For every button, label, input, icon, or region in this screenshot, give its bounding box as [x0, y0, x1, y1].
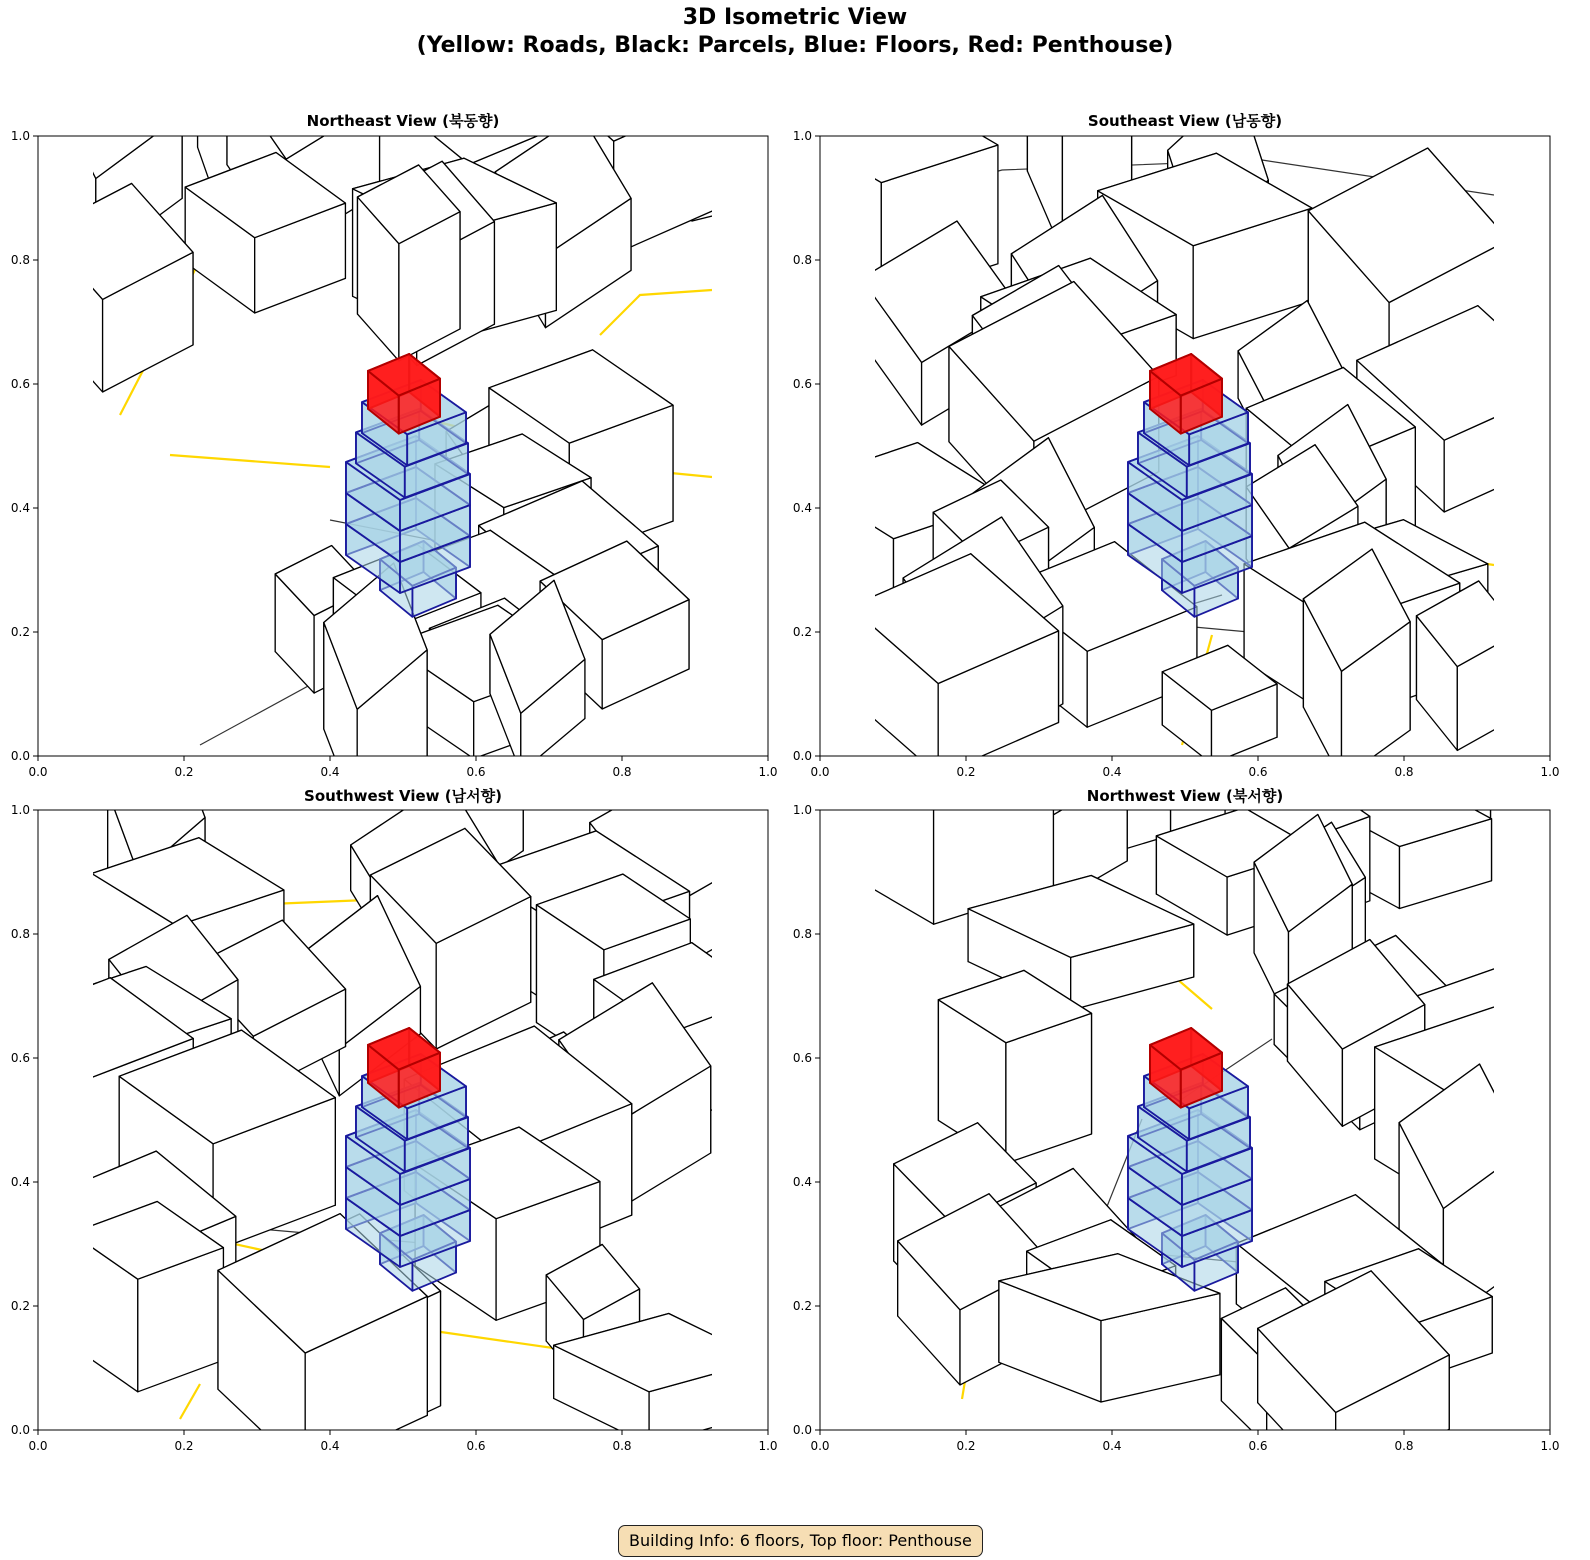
y-tick-label: 0.8	[792, 253, 812, 267]
road-line	[180, 1384, 200, 1419]
x-tick-label: 0.4	[1102, 765, 1122, 779]
panel-title-southwest: Southwest View (남서향)	[304, 787, 502, 805]
scene	[2, 799, 768, 1459]
y-tick-label: 0.4	[10, 501, 30, 515]
parcel-building-top	[837, 799, 1053, 800]
y-tick-label: 0.8	[792, 927, 812, 941]
parcel-building-side	[788, 128, 882, 302]
y-tick-label: 0.8	[10, 927, 30, 941]
y-tick-label: 0.4	[10, 1175, 30, 1189]
y-tick-label: 1.0	[10, 803, 30, 817]
panel-northwest	[782, 799, 1572, 1459]
panel-southwest	[0, 799, 790, 1459]
building-info-box: Building Info: 6 floors, Top floor: Penthouse	[618, 1525, 983, 1557]
parcel-building-side	[1502, 1004, 1572, 1178]
x-tick-label: 0.8	[1394, 765, 1414, 779]
y-tick-label: 0.2	[792, 1299, 812, 1313]
panel-title-northwest: Northwest View (북서향)	[1086, 787, 1284, 805]
x-tick-label: 0.0	[810, 1439, 830, 1453]
x-tick-label: 0.8	[1394, 1439, 1414, 1453]
y-tick-label: 0.0	[792, 749, 812, 763]
y-tick-label: 1.0	[10, 129, 30, 143]
y-tick-label: 1.0	[792, 129, 812, 143]
scene	[788, 125, 1565, 780]
panel-title-northeast: Northeast View (북동향)	[306, 112, 500, 130]
x-tick-label: 0.4	[1102, 1439, 1122, 1453]
x-tick-label: 0.2	[956, 1439, 976, 1453]
x-tick-label: 0.2	[174, 1439, 194, 1453]
panel-northeast	[0, 125, 790, 785]
y-tick-label: 0.4	[792, 1175, 812, 1189]
y-tick-label: 0.8	[10, 253, 30, 267]
x-tick-label: 0.6	[1248, 765, 1268, 779]
parcel-building-side	[49, 125, 96, 262]
parcel-building-top	[1027, 125, 1131, 134]
y-tick-label: 0.2	[10, 625, 30, 639]
x-tick-label: 0.0	[28, 765, 48, 779]
parcel-building-side	[2, 1019, 85, 1181]
road-line	[170, 455, 330, 467]
panel-title-southeast: Southeast View (남동향)	[1087, 112, 1283, 130]
y-tick-label: 0.2	[10, 1299, 30, 1313]
parcel-building-side	[837, 799, 933, 924]
y-tick-label: 0.0	[792, 1423, 812, 1437]
y-tick-label: 0.0	[10, 1423, 30, 1437]
x-tick-label: 0.6	[466, 1439, 486, 1453]
x-tick-label: 0.4	[320, 765, 340, 779]
figure-title-line2: (Yellow: Roads, Black: Parcels, Blue: Floors, Red: Penthouse)	[416, 33, 1174, 58]
x-tick-label: 0.6	[466, 765, 486, 779]
x-tick-label: 0.2	[174, 765, 194, 779]
x-tick-label: 1.0	[758, 765, 778, 779]
x-tick-label: 0.4	[320, 1439, 340, 1453]
y-tick-label: 0.2	[792, 625, 812, 639]
figure-title-line1: 3D Isometric View	[682, 5, 908, 30]
scene	[41, 125, 790, 785]
y-tick-label: 0.6	[792, 377, 812, 391]
parcel-building-side	[1497, 968, 1572, 1076]
parcel-building	[358, 165, 461, 361]
x-tick-label: 0.8	[612, 1439, 632, 1453]
x-tick-label: 1.0	[758, 1439, 778, 1453]
scene	[837, 799, 1572, 1459]
x-tick-label: 0.8	[612, 765, 632, 779]
x-tick-label: 0.2	[956, 765, 976, 779]
parcel-building	[41, 184, 193, 393]
x-tick-label: 0.6	[1248, 1439, 1268, 1453]
figure-title	[0, 4, 1590, 60]
y-tick-label: 0.6	[792, 1051, 812, 1065]
y-tick-label: 0.4	[792, 501, 812, 515]
y-tick-label: 0.6	[10, 1051, 30, 1065]
x-tick-label: 0.0	[28, 1439, 48, 1453]
x-tick-label: 0.0	[810, 765, 830, 779]
y-tick-label: 1.0	[792, 803, 812, 817]
y-tick-label: 0.6	[10, 377, 30, 391]
road-line	[600, 290, 712, 335]
parcel-building-side	[708, 125, 790, 195]
y-tick-label: 0.0	[10, 749, 30, 763]
x-tick-label: 1.0	[1540, 1439, 1560, 1453]
x-tick-label: 1.0	[1540, 765, 1560, 779]
panel-southeast	[782, 125, 1572, 785]
